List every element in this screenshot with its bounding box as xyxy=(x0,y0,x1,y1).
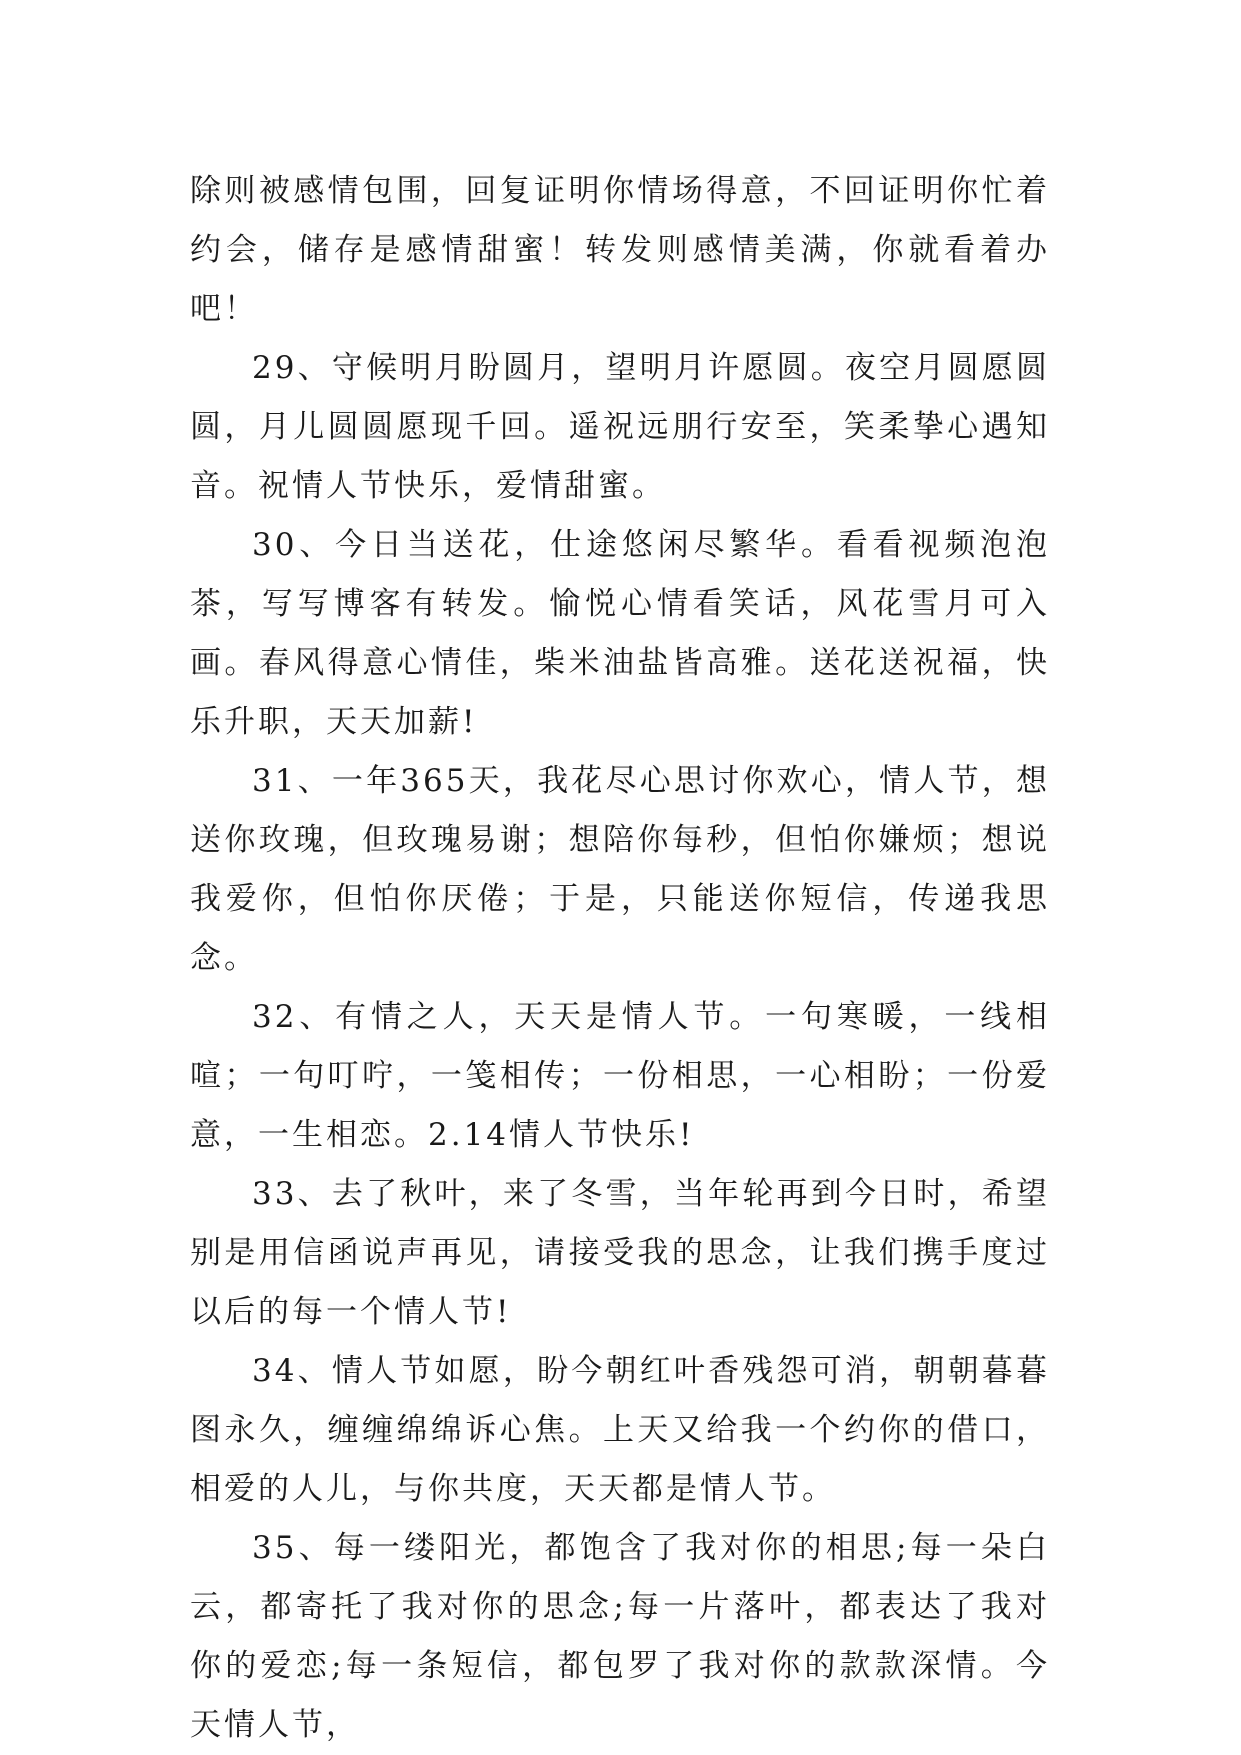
paragraph-continuation: 除则被感情包围，回复证明你情场得意，不回证明你忙着约会，储存是感情甜蜜！转发则感情美满，你就看着办吧！ xyxy=(190,173,1050,327)
document-body xyxy=(190,162,1050,1755)
paragraph-item-31: 31、一年365天，我花尽心思讨你欢心，情人节，想送你玫瑰，但玫瑰易谢；想陪你每秒，但怕你嫌烦；想说我爱你，但怕你厌倦；于是，只能送你短信，传递我思念。 xyxy=(190,763,1050,976)
paragraph-item-32: 32、有情之人，天天是情人节。一句寒暖，一线相喧；一句叮咛，一笺相传；一份相思，一心相盼；一份爱意，一生相恋。2.14情人节快乐! xyxy=(190,999,1050,1153)
paragraph-item-35: 35、每一缕阳光，都饱含了我对你的相思;每一朵白云，都寄托了我对你的思念;每一片落叶，都表达了我对你的爱恋;每一条短信，都包罗了我对你的款款深情。今天情人节， xyxy=(190,1530,1050,1743)
paragraph-item-29: 29、守候明月盼圆月，望明月许愿圆。夜空月圆愿圆圆，月儿圆圆愿现千回。遥祝远朋行安至，笑柔挚心遇知音。祝情人节快乐，爱情甜蜜。 xyxy=(190,350,1050,504)
paragraph-item-30: 30、今日当送花，仕途悠闲尽繁华。看看视频泡泡茶，写写博客有转发。愉悦心情看笑话，风花雪月可入画。春风得意心情佳，柴米油盐皆高雅。送花送祝福，快乐升职，天天加薪! xyxy=(190,527,1050,740)
paragraph-item-34: 34、情人节如愿，盼今朝红叶香残怨可消，朝朝暮暮图永久，缠缠绵绵诉心焦。上天又给我一个约你的借口，相爱的人儿，与你共度，天天都是情人节。 xyxy=(190,1353,1050,1507)
paragraph-item-33: 33、去了秋叶，来了冬雪，当年轮再到今日时，希望别是用信函说声再见，请接受我的思念，让我们携手度过以后的每一个情人节! xyxy=(190,1176,1050,1330)
